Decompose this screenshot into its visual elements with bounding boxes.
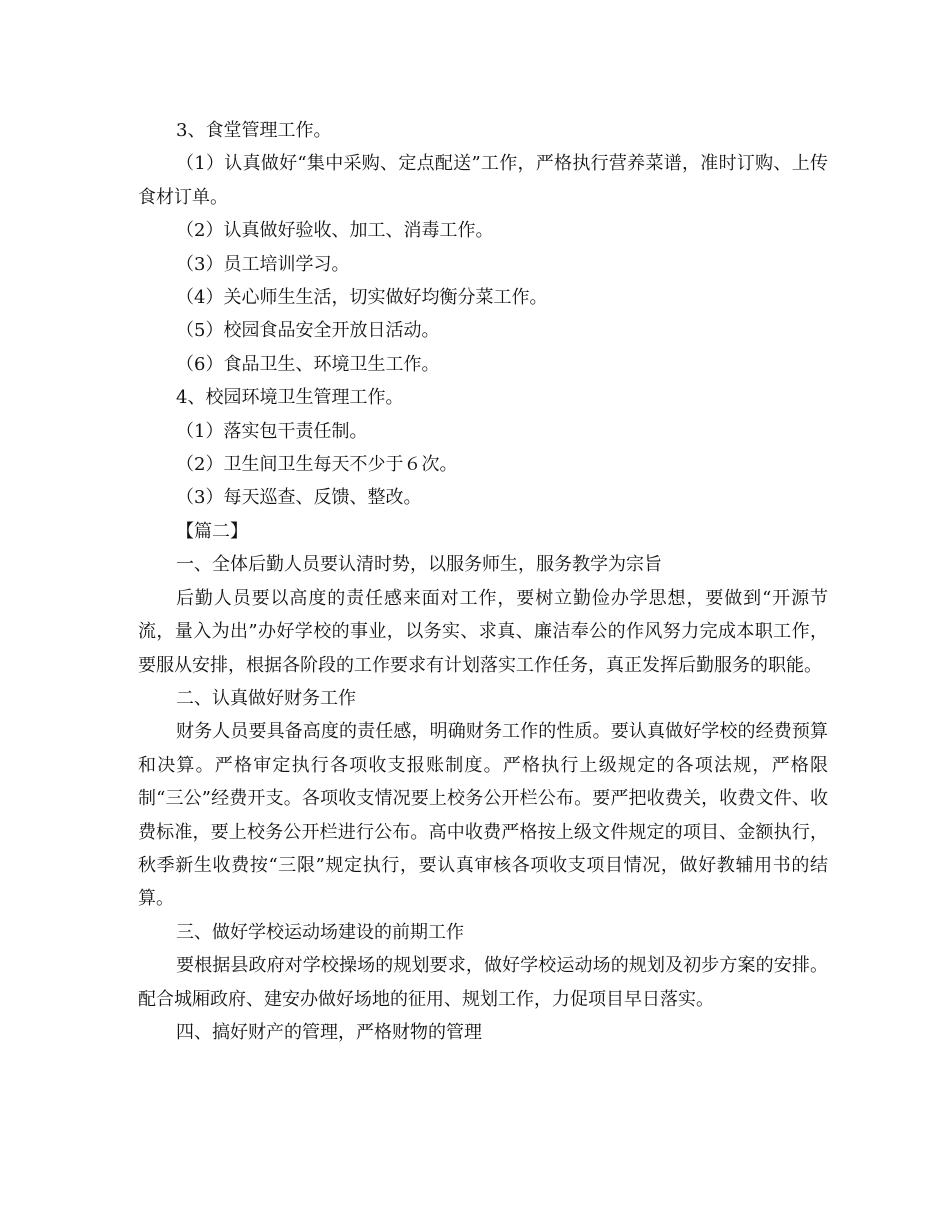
section-heading: 三、做好学校运动场建设的前期工作 [176, 921, 464, 943]
paragraph: （1）落实包干责任制。 [176, 420, 368, 442]
section-heading: 二、认真做好财务工作 [176, 687, 356, 709]
paragraph: （3）每天巡查、反馈、整改。 [176, 487, 422, 509]
paragraph: 3、食堂管理工作。 [176, 120, 332, 141]
paragraph: 4、校园环境卫生管理工作。 [176, 387, 404, 409]
paragraph: 后勤人员要以高度的责任感来面对工作，要树立勤俭办学思想，要做到“开源节流，量入为出”办好学校的事业，以务实、求真、廉洁奉公的作风努力完成本职工作，要服从安排，根据各阶段的工作要求有计划落实工作任务，真正发挥后勤服务的职能。 [138, 587, 828, 676]
paragraph: 财务人员要具备高度的责任感，明确财务工作的性质。要认真做好学校的经费预算和决算。严格审定执行各项收支报账制度。严格执行上级规定的各项法规，严格限制“三公”经费开支。各项收支情况要上校务公开栏公布。要严把收费关，收费文件、收费标准，要上校务公开栏进行公布。高中收费严格按上级文件规定的项目、金额执行，秋季新生收费按“三限”规定执行，要认真审核各项收支项目情况，做好教辅用书的结算。 [138, 721, 828, 910]
paragraph: （4）关心师生生活，切实做好均衡分菜工作。 [176, 287, 548, 309]
paragraph: （6）食品卫生、环境卫生工作。 [176, 353, 440, 375]
section-heading: 一、全体后勤人员要认清时势，以服务师生，服务教学为宗旨 [176, 554, 662, 576]
paragraph: （1）认真做好“集中采购、定点配送”工作，严格执行营养菜谱，准时订购、上传食材订单。 [138, 153, 828, 208]
paragraph: （3）员工培训学习。 [176, 253, 350, 275]
section-heading: 四、搞好财产的管理，严格财物的管理 [176, 1021, 482, 1043]
paragraph: （2）卫生间卫生每天不少于６次。 [176, 454, 458, 476]
paragraph: （2）认真做好验收、加工、消毒工作。 [176, 220, 494, 242]
paragraph: （5）校园食品安全开放日活动。 [176, 320, 440, 342]
document-body [138, 114, 828, 1049]
section-heading: 【篇二】 [176, 520, 248, 542]
paragraph: 要根据县政府对学校操场的规划要求，做好学校运动场的规划及初步方案的安排。配合城厢政府、建安办做好场地的征用、规划工作，力促项目早日落实。 [138, 955, 828, 1010]
